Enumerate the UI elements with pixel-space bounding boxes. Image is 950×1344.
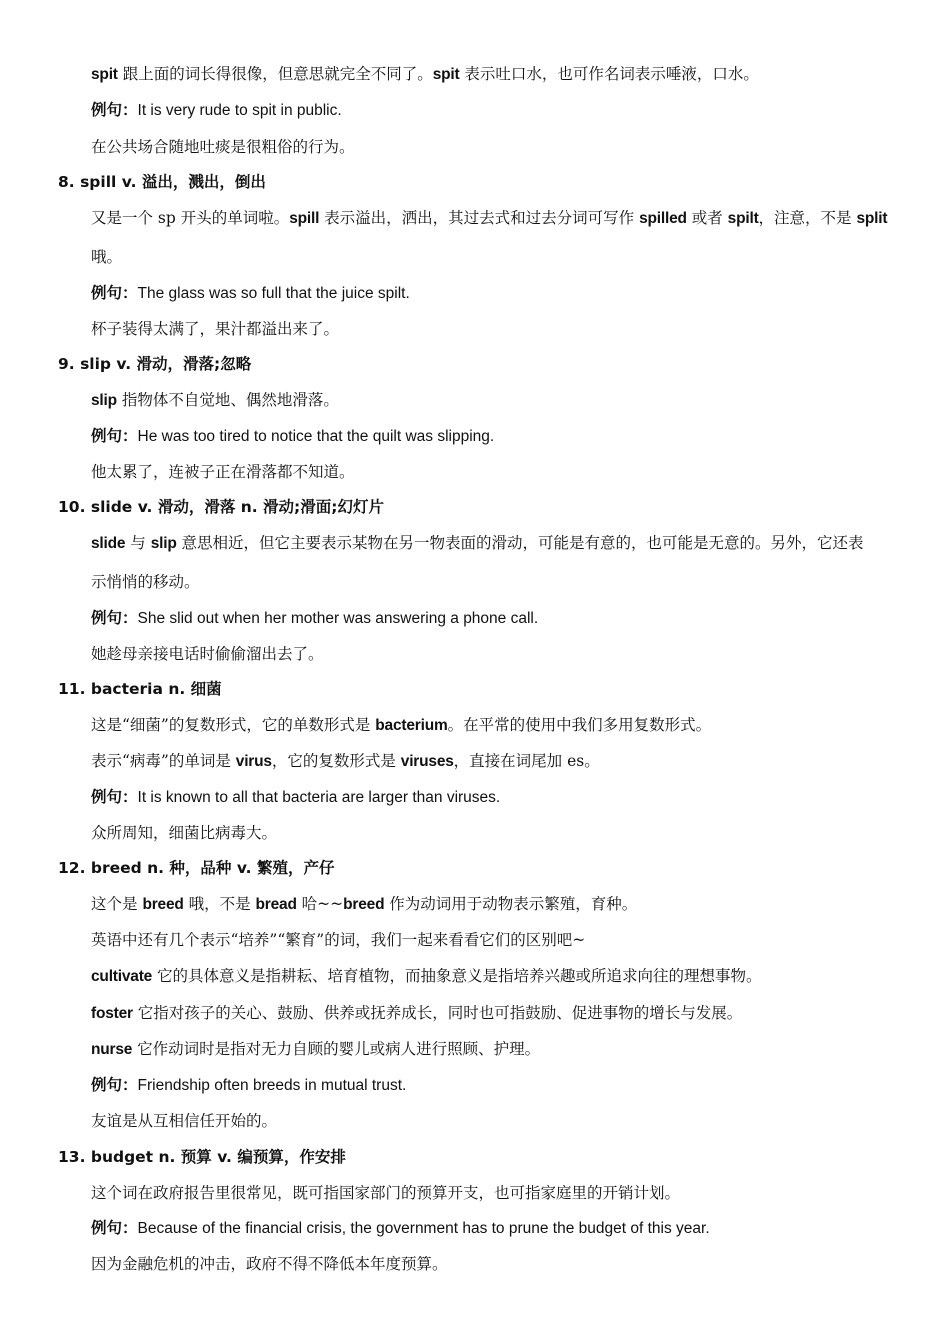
text-line: 哦。 — [91, 248, 123, 266]
example-sentence: 例句：It is known to all that bacteria are larger than viruses. — [91, 788, 501, 806]
text-line: 这个词在政府报告里很常见，既可指国家部门的预算开支，也可指家庭里的开销计划。 — [91, 1184, 681, 1202]
text-line: spit 跟上面的词长得很像，但意思就完全不同了。spit 表示吐口水，也可作名词表示唾液，口水。 — [91, 65, 759, 83]
translation-line: 她趁母亲接电话时偷偷溜出去了。 — [91, 645, 324, 663]
entry-heading: 9. slip v. 滑动，滑落;忽略 — [58, 355, 252, 373]
translation-line: 在公共场合随地吐痰是很粗俗的行为。 — [91, 138, 355, 156]
translation-line: 杯子装得太满了，果汁都溢出来了。 — [91, 320, 340, 338]
translation-line: 因为金融危机的冲击，政府不得不降低本年度预算。 — [91, 1255, 448, 1273]
text-line: cultivate 它的具体意义是指耕耘、培育植物，而抽象意义是指培养兴趣或所追求向往的理想事物。 — [91, 967, 762, 985]
text-line: 这是“细菌”的复数形式，它的单数形式是 bacterium。在平常的使用中我们多用复数形式。 — [91, 716, 712, 734]
text-line: foster 它指对孩子的关心、鼓励、供养或抚养成长，同时也可指鼓励、促进事物的增长与发展。 — [91, 1004, 743, 1022]
text-line: slip 指物体不自觉地、偶然地滑落。 — [91, 391, 339, 409]
example-sentence: 例句：The glass was so full that the juice spilt. — [91, 284, 410, 302]
example-sentence: 例句：Because of the financial crisis, the government has to prune the budget of this year. — [91, 1219, 710, 1237]
text-line: 英语中还有几个表示“培养”“繁育”的词，我们一起来看看它们的区别吧~ — [91, 931, 586, 949]
translation-line: 众所周知，细菌比病毒大。 — [91, 824, 278, 842]
entry-heading: 13. budget n. 预算 v. 编预算，作安排 — [58, 1148, 346, 1166]
example-sentence: 例句：Friendship often breeds in mutual trust. — [91, 1076, 407, 1094]
text-line: 这个是 breed 哦，不是 bread 哈~~breed 作为动词用于动物表示繁殖，育种。 — [91, 895, 638, 913]
text-line: 示悄悄的移动。 — [91, 573, 200, 591]
text-line: 表示“病毒”的单词是 virus，它的复数形式是 viruses，直接在词尾加 es。 — [91, 752, 600, 770]
example-sentence: 例句：He was too tired to notice that the quilt was slipping. — [91, 427, 495, 445]
entry-heading: 12. breed n. 种，品种 v. 繁殖，产仔 — [58, 859, 335, 877]
example-sentence: 例句：She slid out when her mother was answering a phone call. — [91, 609, 539, 627]
text-line: slide 与 slip 意思相近，但它主要表示某物在另一物表面的滑动，可能是有意的，也可能是无意的。另外，它还表 — [91, 534, 864, 552]
translation-line: 友谊是从互相信任开始的。 — [91, 1112, 278, 1130]
entry-heading: 11. bacteria n. 细菌 — [58, 680, 222, 698]
translation-line: 他太累了，连被子正在滑落都不知道。 — [91, 463, 355, 481]
entry-heading: 10. slide v. 滑动，滑落 n. 滑动;滑面;幻灯片 — [58, 498, 384, 516]
entry-heading: 8. spill v. 溢出，溅出，倒出 — [58, 173, 266, 191]
example-sentence: 例句：It is very rude to spit in public. — [91, 101, 342, 119]
text-line: 又是一个 sp 开头的单词啦。spill 表示溢出，洒出，其过去式和过去分词可写作 spilled 或者 spilt，注意，不是 split — [91, 209, 888, 227]
text-line: nurse 它作动词时是指对无力自顾的婴儿或病人进行照顾、护理。 — [91, 1040, 541, 1058]
